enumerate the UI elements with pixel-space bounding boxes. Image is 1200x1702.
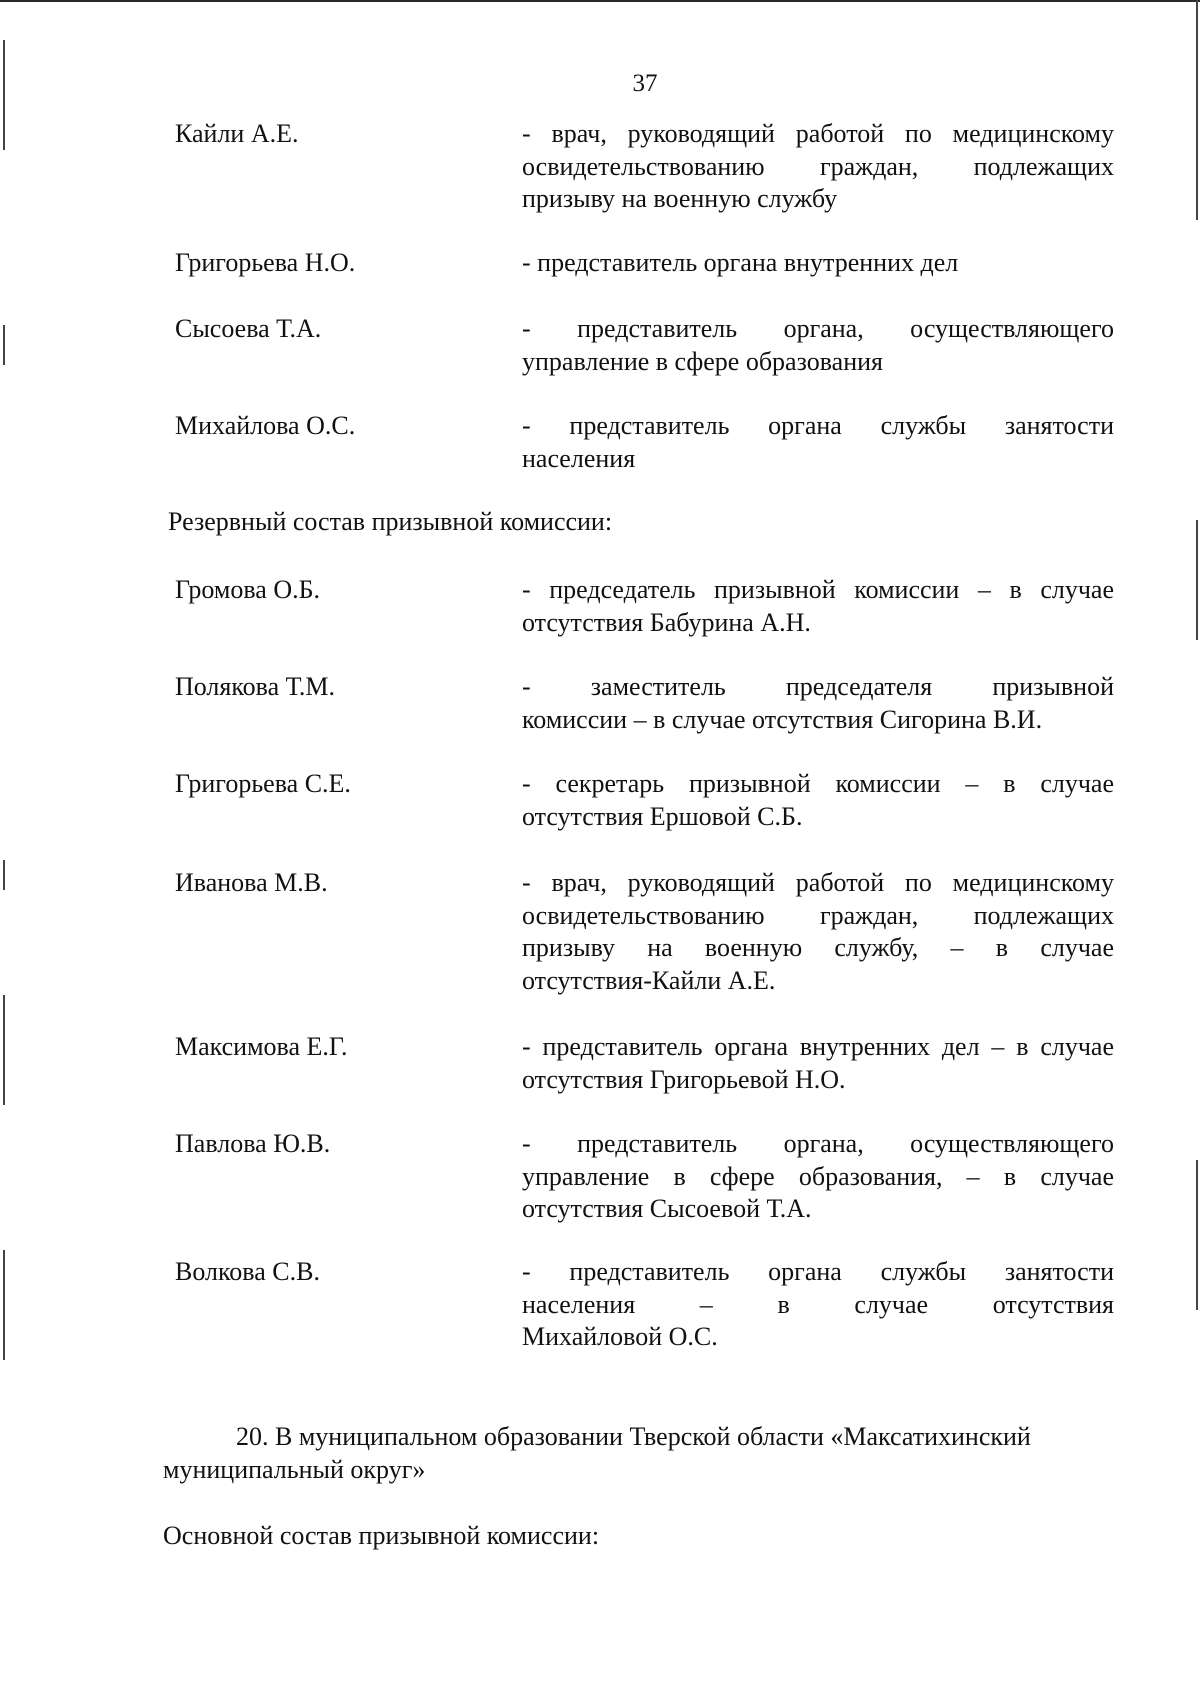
role-line: освидетельствованию граждан, подлежащих [522,151,1114,181]
role-line: отсутствия Сысоевой Т.А. [522,1194,812,1223]
page-number: 37 [632,70,658,97]
role-line: - представитель органа службы занятости [522,411,1114,440]
member-name: Григорьева С.Е. [175,769,351,798]
member-name: Полякова Т.М. [175,672,336,701]
role-line: управление в сфере образования [522,346,883,376]
role-line: - представитель органа, осуществляющего [522,314,1114,343]
member-role [522,867,1114,997]
scan-edge-mark [3,1250,5,1360]
scan-edge-mark [3,860,5,890]
role-line: отсутствия Бабурина А.Н. [522,607,811,637]
main-heading: Основной состав призывной комиссии: [163,1521,600,1550]
member-role [522,768,1114,833]
member-role [522,247,1114,280]
role-line: управление в сфере образования, – в случае [522,1161,1114,1191]
role-line: комиссии – в случае отсутствия Сигорина В.И. [522,704,1043,734]
role-line: - председатель призывной комиссии – в случае [522,575,1114,604]
role-line: населения – в случае отсутствия [522,1289,1114,1319]
member-name: Сысоева Т.А. [175,314,322,343]
role-line: - врач, руководящий работой по медицинскому [522,868,1114,897]
role-line: - представитель органа службы занятости [522,1257,1114,1286]
member-name: Максимова Е.Г. [175,1032,348,1061]
member-role [522,118,1114,216]
role-line: - заместитель председателя призывной [522,672,1114,701]
member-name: Павлова Ю.В. [175,1129,331,1158]
member-role [522,313,1114,378]
role-line: - представитель органа внутренних дел [522,248,959,277]
scan-border-top [0,0,1200,2]
member-role [522,410,1114,475]
role-line: призыву на военную службу, – в случае [522,933,1114,962]
member-name: Кайли А.Е. [175,119,299,148]
reserve-heading: Резервный состав призывной комиссии: [168,507,613,536]
section-20-paragraph [163,1421,1113,1486]
role-line: отсутствия Григорьевой Н.О. [522,1064,846,1094]
scan-edge-mark [1196,0,1198,220]
role-line: призыву на военную службу [522,184,838,213]
member-name: Волкова С.В. [175,1257,320,1286]
section-20-title: 20. В муниципальном образовании Тверской области «Максатихинский [236,1422,1031,1451]
role-line: - секретарь призывной комиссии – в случае [522,769,1114,798]
role-line: - врач, руководящий работой по медицинскому [522,119,1114,148]
role-line: Михайловой О.С. [522,1322,718,1351]
member-name: Громова О.Б. [175,575,321,604]
section-20-title-continued: муниципальный округ» [163,1454,426,1484]
member-role [522,1128,1114,1226]
role-line: отсутствия Ершовой С.Б. [522,801,803,831]
member-role [522,1256,1114,1354]
scan-edge-mark [3,325,5,365]
scan-edge-mark [1196,520,1198,640]
role-line: населения [522,443,636,473]
role-line: освидетельствованию граждан, подлежащих [522,900,1114,930]
member-name: Михайлова О.С. [175,411,356,440]
member-role [522,671,1114,736]
member-role [522,1031,1114,1096]
role-line: - представитель органа, осуществляющего [522,1129,1114,1158]
role-line: - представитель органа внутренних дел – в случае [522,1032,1114,1061]
member-role [522,574,1114,639]
role-line: отсутствия-Кайли А.Е. [522,965,776,995]
scan-edge-mark [1196,1160,1198,1310]
member-name: Григорьева Н.О. [175,248,356,277]
member-name: Иванова М.В. [175,868,328,897]
scan-edge-mark [3,995,5,1105]
